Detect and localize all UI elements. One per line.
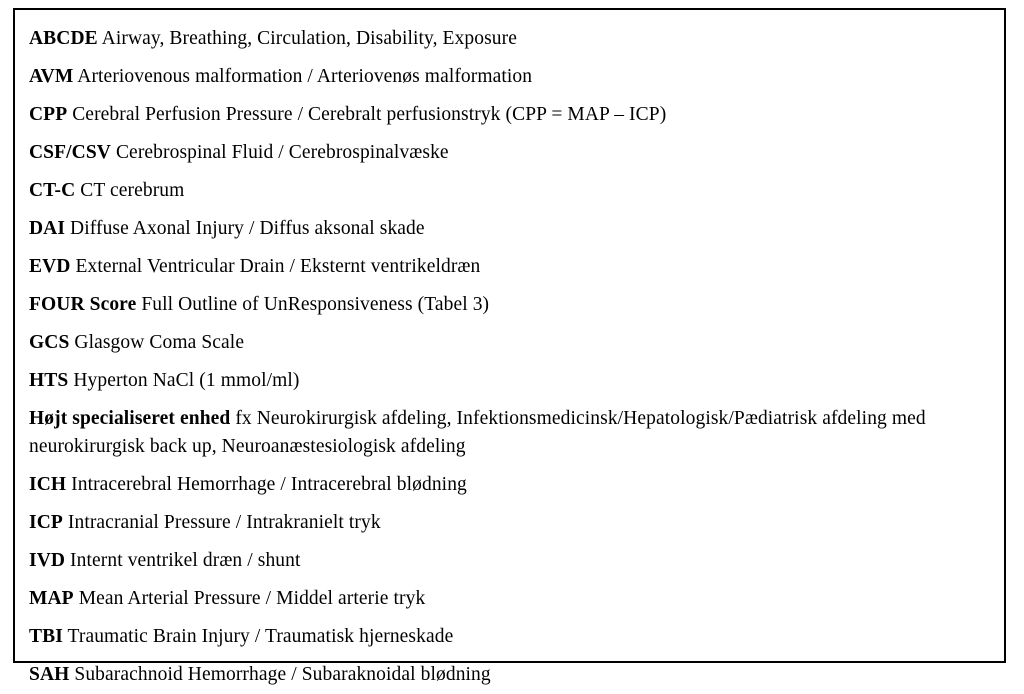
abbreviation-entry (29, 248, 990, 286)
abbreviation-definition: Subarachnoid Hemorrhage / Subaraknoidal blødning (74, 664, 491, 685)
abbreviation-entry (29, 656, 990, 694)
abbreviation-term: GCS (29, 332, 70, 353)
abbreviation-entry (29, 400, 990, 466)
abbreviation-list-box (13, 8, 1006, 685)
abbreviation-definition: Airway, Breathing, Circulation, Disability, Exposure (101, 28, 518, 49)
abbreviation-entry (29, 362, 990, 400)
abbreviation-term: EVD (29, 256, 71, 277)
abbreviation-entry (29, 172, 990, 210)
abbreviation-definition: Intracranial Pressure / Intrakranielt tryk (67, 512, 381, 533)
abbreviation-term: Højt specialiseret enhed (29, 408, 231, 429)
abbreviation-entry (29, 504, 990, 542)
abbreviation-definition: Hyperton NaCl (1 mmol/ml) (73, 370, 300, 391)
abbreviation-definition: Cerebral Perfusion Pressure / Cerebralt perfusionstryk (CPP = MAP – ICP) (72, 104, 667, 125)
abbreviation-entry (29, 618, 990, 656)
abbreviation-entry (29, 286, 990, 324)
abbreviation-definition: Full Outline of UnResponsiveness (Tabel 3) (141, 294, 490, 315)
abbreviation-term: ABCDE (29, 28, 98, 49)
abbreviation-definition: Cerebrospinal Fluid / Cerebrospinalvæske (115, 142, 449, 163)
abbreviation-definition: Traumatic Brain Injury / Traumatisk hjerneskade (67, 626, 454, 647)
abbreviation-term: CT-C (29, 180, 76, 201)
abbreviation-term: SAH (29, 664, 70, 685)
abbreviation-definition: Arteriovenous malformation / Arteriovenøs malformation (77, 66, 533, 87)
abbreviation-term: DAI (29, 218, 66, 239)
abbreviation-definition: CT cerebrum (80, 180, 185, 201)
abbreviation-entry (29, 20, 990, 58)
abbreviation-entry (29, 580, 990, 618)
abbreviation-entry (29, 58, 990, 96)
abbreviation-definition: External Ventricular Drain / Eksternt ventrikeldræn (75, 256, 481, 277)
abbreviation-term: CSF/CSV (29, 142, 111, 163)
abbreviation-term: ICH (29, 474, 67, 495)
abbreviation-entry (29, 542, 990, 580)
abbreviation-term: TBI (29, 626, 63, 647)
abbreviation-term: AVM (29, 66, 74, 87)
abbreviation-term: IVD (29, 550, 66, 571)
abbreviation-entry (29, 210, 990, 248)
abbreviation-entry (29, 96, 990, 134)
abbreviation-definition: Glasgow Coma Scale (74, 332, 245, 353)
abbreviation-definition: fx Neurokirurgisk afdeling, Infektionsmedicinsk/Hepatologisk/Pædiatrisk afdeling med neurokirurgisk back up, Neuroanæstesiologisk afdeling (29, 408, 926, 457)
abbreviation-entry (29, 324, 990, 362)
abbreviation-term: ICP (29, 512, 63, 533)
abbreviation-definition: Diffuse Axonal Injury / Diffus aksonal skade (70, 218, 425, 239)
abbreviation-definition: Internt ventrikel dræn / shunt (70, 550, 301, 571)
abbreviation-term: HTS (29, 370, 69, 391)
abbreviation-term: MAP (29, 588, 74, 609)
abbreviation-definition: Intracerebral Hemorrhage / Intracerebral blødning (71, 474, 467, 495)
abbreviation-term: CPP (29, 104, 68, 125)
abbreviation-entry (29, 466, 990, 504)
abbreviation-definition: Mean Arterial Pressure / Middel arterie tryk (78, 588, 426, 609)
abbreviation-entry (29, 134, 990, 172)
abbreviation-term: FOUR Score (29, 294, 137, 315)
